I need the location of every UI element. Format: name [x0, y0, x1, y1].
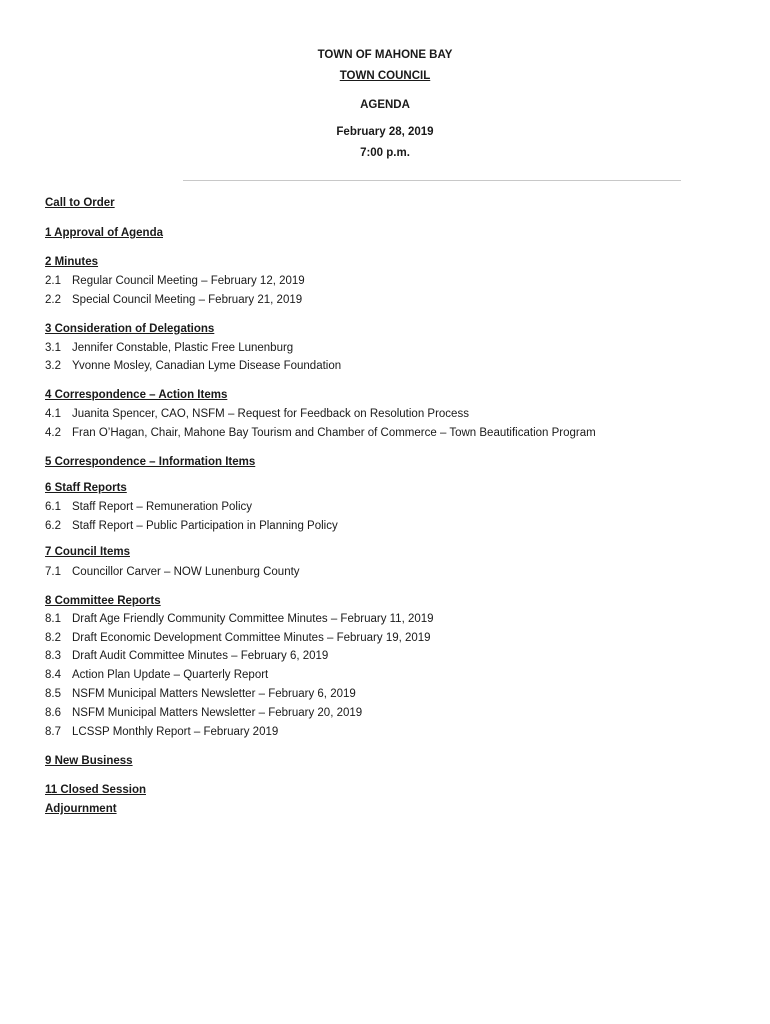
item-text: Fran O’Hagan, Chair, Mahone Bay Tourism and Chamber of Commerce – Town Beautification Program — [72, 427, 596, 439]
agenda-item — [45, 613, 434, 625]
document-type: AGENDA — [360, 99, 410, 111]
item-text: Jennifer Constable, Plastic Free Lunenburg — [72, 342, 294, 354]
agenda-item — [45, 501, 252, 513]
item-text: Draft Age Friendly Community Committee Minutes – February 11, 2019 — [72, 613, 434, 625]
agenda-item — [45, 726, 278, 738]
agenda-item — [45, 650, 328, 662]
council-name: TOWN COUNCIL — [339, 70, 431, 82]
section-heading: 5 Correspondence – Information Items — [45, 456, 256, 468]
item-text: Draft Audit Committee Minutes – February 6, 2019 — [72, 650, 329, 662]
item-text: LCSSP Monthly Report – February 2019 — [72, 726, 279, 738]
section-heading: 11 Closed Session — [45, 784, 146, 796]
agenda-item — [45, 408, 469, 420]
item-text: Juanita Spencer, CAO, NSFM – Request for Feedback on Resolution Process — [72, 408, 469, 420]
item-number: 8.5 — [45, 688, 61, 700]
meeting-date: February 28, 2019 — [336, 126, 434, 138]
item-text: Staff Report – Public Participation in Planning Policy — [72, 520, 338, 532]
item-text: Special Council Meeting – February 21, 2019 — [72, 294, 303, 306]
item-number: 8.6 — [45, 707, 61, 719]
item-number: 3.1 — [45, 342, 61, 354]
item-number: 8.4 — [45, 669, 61, 681]
item-number: 8.1 — [45, 613, 61, 625]
item-number: 4.1 — [45, 408, 61, 420]
item-number: 8.7 — [45, 726, 61, 738]
section-heading: 6 Staff Reports — [45, 482, 127, 494]
item-text: NSFM Municipal Matters Newsletter – February 20, 2019 — [72, 707, 363, 719]
item-number: 7.1 — [45, 566, 61, 578]
adjournment: Adjournment — [45, 803, 117, 815]
item-text: NSFM Municipal Matters Newsletter – February 6, 2019 — [72, 688, 356, 700]
item-number: 8.3 — [45, 650, 61, 662]
section-heading: 8 Committee Reports — [45, 595, 161, 607]
agenda-item — [45, 669, 268, 681]
item-text: Draft Economic Development Committee Minutes – February 19, 2019 — [72, 632, 431, 644]
item-number: 3.2 — [45, 360, 61, 372]
item-text: Councillor Carver – NOW Lunenburg County — [72, 566, 300, 578]
item-text: Yvonne Mosley, Canadian Lyme Disease Foundation — [72, 360, 342, 372]
call-to-order: Call to Order — [45, 197, 115, 209]
item-number: 6.2 — [45, 520, 61, 532]
section-heading: 1 Approval of Agenda — [45, 227, 163, 239]
item-text: Action Plan Update – Quarterly Report — [72, 669, 269, 681]
section-heading: 7 Council Items — [45, 546, 130, 558]
agenda-item — [45, 294, 302, 306]
agenda-item — [45, 427, 596, 439]
agenda-item — [45, 632, 431, 644]
section-heading: 4 Correspondence – Action Items — [45, 389, 228, 401]
section-heading: 9 New Business — [45, 755, 133, 767]
item-number: 6.1 — [45, 501, 61, 513]
section-heading: 3 Consideration of Delegations — [45, 323, 215, 335]
section-heading: 2 Minutes — [45, 256, 99, 268]
header-divider — [183, 180, 681, 181]
agenda-item — [45, 360, 341, 372]
agenda-item — [45, 275, 305, 287]
item-text: Staff Report – Remuneration Policy — [72, 501, 253, 513]
town-name: TOWN OF MAHONE BAY — [317, 49, 453, 61]
meeting-time: 7:00 p.m. — [360, 147, 410, 159]
agenda-item — [45, 688, 356, 700]
item-number: 4.2 — [45, 427, 61, 439]
item-text: Regular Council Meeting – February 12, 2019 — [72, 275, 305, 287]
agenda-item — [45, 707, 362, 719]
agenda-item — [45, 566, 300, 578]
item-number: 8.2 — [45, 632, 61, 644]
agenda-item — [45, 520, 338, 532]
agenda-item — [45, 342, 293, 354]
item-number: 2.1 — [45, 275, 61, 287]
item-number: 2.2 — [45, 294, 61, 306]
